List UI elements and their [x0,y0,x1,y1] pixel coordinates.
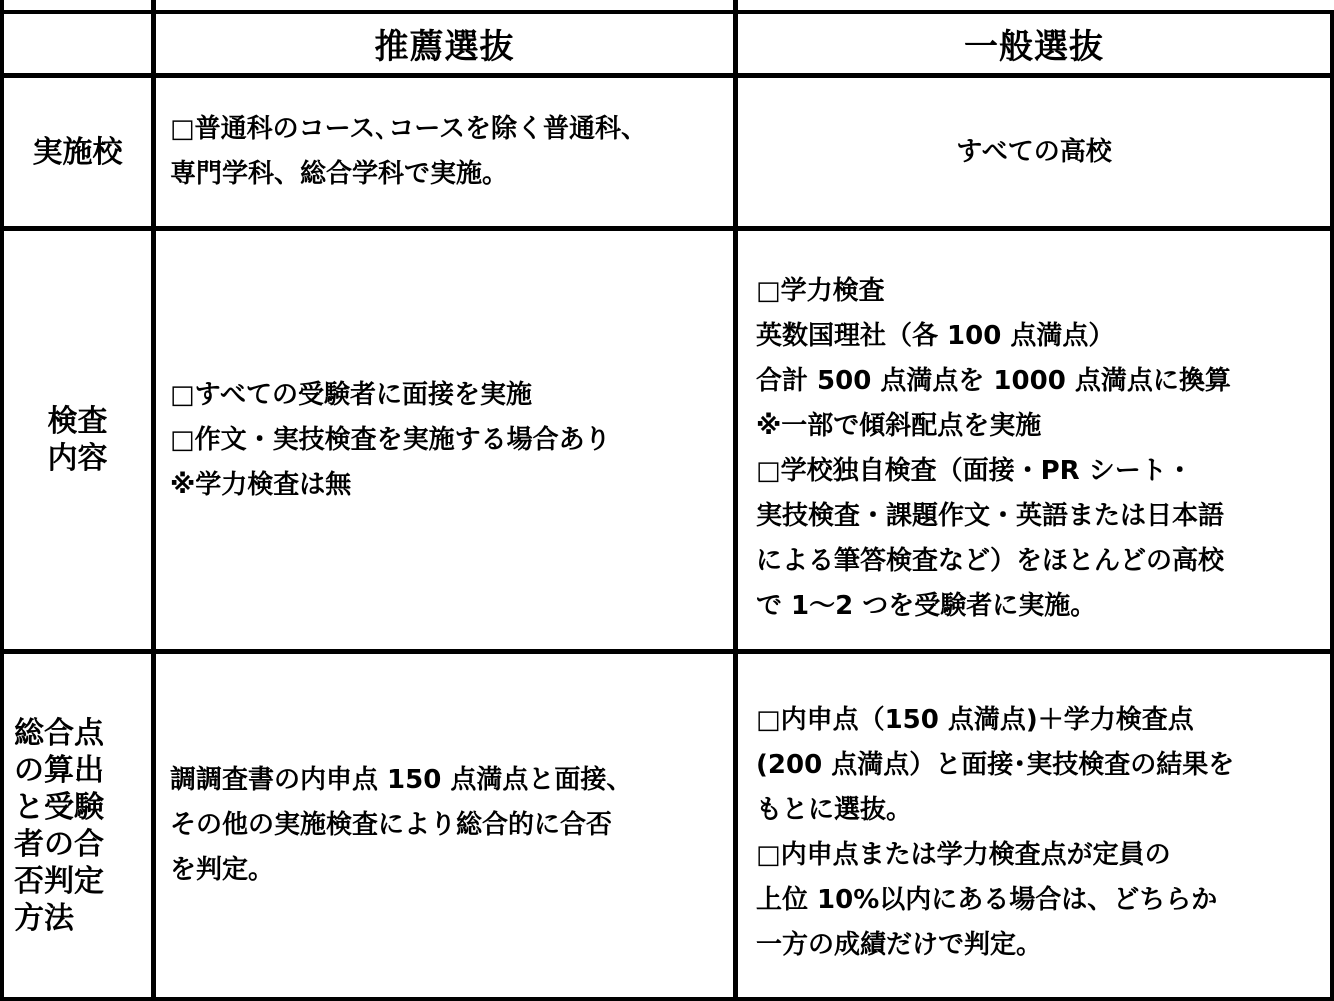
row-label-line: 検査 [47,404,108,439]
suisen-text [170,758,733,893]
ippan-text [756,269,1330,629]
column-header-suisen: 推薦選抜 [374,27,515,67]
text-line: □普通科のコース､コースを除く普通科、 [170,114,647,144]
ippan-text [756,698,1330,968]
text-line: を判定。 [170,855,275,885]
table-border-right [1330,10,1334,1001]
table-divider-label [151,0,156,1001]
text-line: で 1～2 つを受験者に実施。 [756,591,1097,621]
text-line: 合計 500 点満点を 1000 点満点に換算 [756,366,1231,396]
row-label-line: 方法 [14,900,74,936]
text-line: ※一部で傾斜配点を実施 [756,411,1042,441]
text-line: 一方の成績だけで判定。 [756,930,1043,960]
text-line: □すべての受験者に面接を実施 [170,379,533,410]
text-line: □内申点（150 点満点)＋学力検査点 [756,705,1194,735]
ippan-cell [756,654,1330,997]
text-line: 専門学科、総合学科で実施。 [170,159,509,189]
text-line: □内申点または学力検査点が定員の [756,840,1171,870]
text-line: 上位 10%以内にある場合は、どちらか [756,885,1218,915]
table-border-bottom [0,997,1334,1001]
row-label [14,715,151,937]
text-line: 英数国理社（各 100 点満点） [756,321,1115,351]
text-line: □作文・実技検査を実施する場合あり [170,424,611,455]
ippan-text [738,130,1330,175]
column-header-ippan: 一般選抜 [964,27,1104,67]
row-label-line: 否判定 [14,863,104,899]
suisen-text [170,373,733,508]
row-label [4,134,151,171]
suisen-cell [170,78,733,226]
ippan-cell [756,231,1330,649]
text-line: その他の実施検査により総合的に合否 [170,810,613,840]
text-line: ※学力検査は無 [170,469,352,500]
suisen-cell [170,654,733,997]
ippan-cell [738,78,1330,226]
text-line: もとに選抜。 [756,795,913,825]
text-line: □学校独自検査（面接・PR シート・ [756,456,1193,486]
text-line: 調調査書の内申点 150 点満点と面接、 [170,765,633,795]
row-label-line: 者の合 [14,826,104,862]
row-label [4,403,151,477]
row-label-line: 総合点 [14,715,104,751]
row-label-cell [4,231,151,649]
row-label-line: 実施校 [32,134,123,170]
text-line: すべての高校 [956,136,1112,167]
suisen-text [170,107,733,197]
row-label-line: の算出 [14,752,104,788]
suisen-cell [170,231,733,649]
row-label-cell [14,654,151,997]
text-line: (200 点満点）と面接･実技検査の結果を [756,750,1235,780]
text-line: □学力検査 [756,276,885,306]
text-line: 実技検査・課題作文・英語または日本語 [756,501,1225,531]
row-label-cell [4,78,151,226]
header-cell-ippan [738,14,1330,73]
row-label-line: 内容 [47,441,108,476]
header-row [156,14,733,73]
text-line: による筆答検査など）をほとんどの高校 [756,546,1225,576]
row-label-line: と受験 [14,789,104,825]
